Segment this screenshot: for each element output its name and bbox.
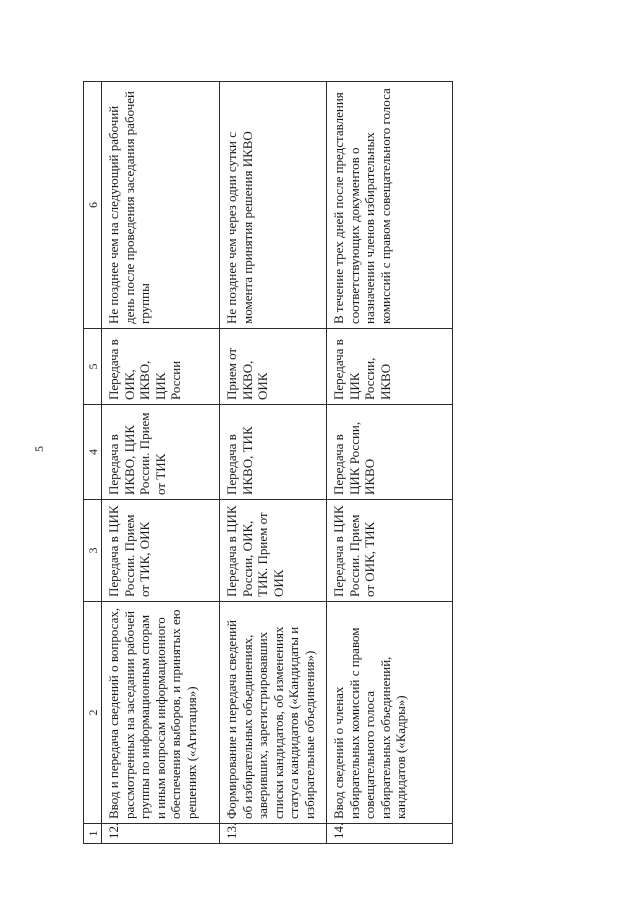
header-cell: 2	[84, 602, 102, 824]
row-col3: Передача в ЦИК России. Прием от ТИК, ОИК	[102, 500, 220, 602]
row-col4: Передача в ЦИК России, ИКВО	[327, 405, 453, 500]
row-col5: Передача в ОИК, ИКВО, ЦИК России	[102, 329, 220, 405]
data-table	[83, 81, 453, 844]
table-header-row	[84, 82, 102, 844]
row-col3: Передача в ЦИК России, ОИК, ТИК. Прием от ОИК	[220, 500, 327, 602]
row-col4: Передача в ИКВО, ТИК	[220, 405, 327, 500]
row-col4: Передача в ИКВО, ЦИК России. Прием от ТИК	[102, 405, 220, 500]
row-col5: Прием от ИКВО, ОИК	[220, 329, 327, 405]
row-description: Ввод сведений о членах избирательных комиссий с правом совещательного голоса избирательных объединений, кандидатов («Кадры»)	[327, 602, 453, 824]
table-row	[220, 82, 327, 844]
header-cell: 3	[84, 500, 102, 602]
row-description: Формирование и передача сведений об избирательных объединениях, заверивших, зарегистрировавших списки кандидатов, об изменениях статуса кандидатов («Кандидаты и избирательные объединения»)	[220, 602, 327, 824]
row-col3: Передача в ЦИК России. Прием от ОИК, ТИК	[327, 500, 453, 602]
header-cell: 1	[84, 824, 102, 844]
row-description: Ввод и передача сведений о вопросах, рассмотренных на заседании рабочей группы по информационным спорам и иным вопросам информационного обеспечения выборов, и принятых ею решениях («Агитация»)	[102, 602, 220, 824]
table-row	[327, 82, 453, 844]
row-deadline: Не позднее чем через одни сутки с момента принятия решения ИКВО	[220, 82, 327, 329]
header-cell: 5	[84, 329, 102, 405]
header-cell: 6	[84, 82, 102, 329]
header-cell: 4	[84, 405, 102, 500]
row-number: 13.	[220, 824, 327, 844]
row-col5: Передача в ЦИК России, ИКВО	[327, 329, 453, 405]
row-deadline: В течение трех дней после представления соответствующих документов о назначении членов избирательных комиссий с правом совещательного голоса	[327, 82, 453, 329]
rotated-table-container	[83, 82, 453, 844]
table-row	[102, 82, 220, 844]
row-deadline: Не позднее чем на следующий рабочий день после проведения заседания рабочей группы	[102, 82, 220, 329]
row-number: 14.	[327, 824, 453, 844]
row-number: 12.	[102, 824, 220, 844]
page-number: 5	[32, 446, 46, 452]
